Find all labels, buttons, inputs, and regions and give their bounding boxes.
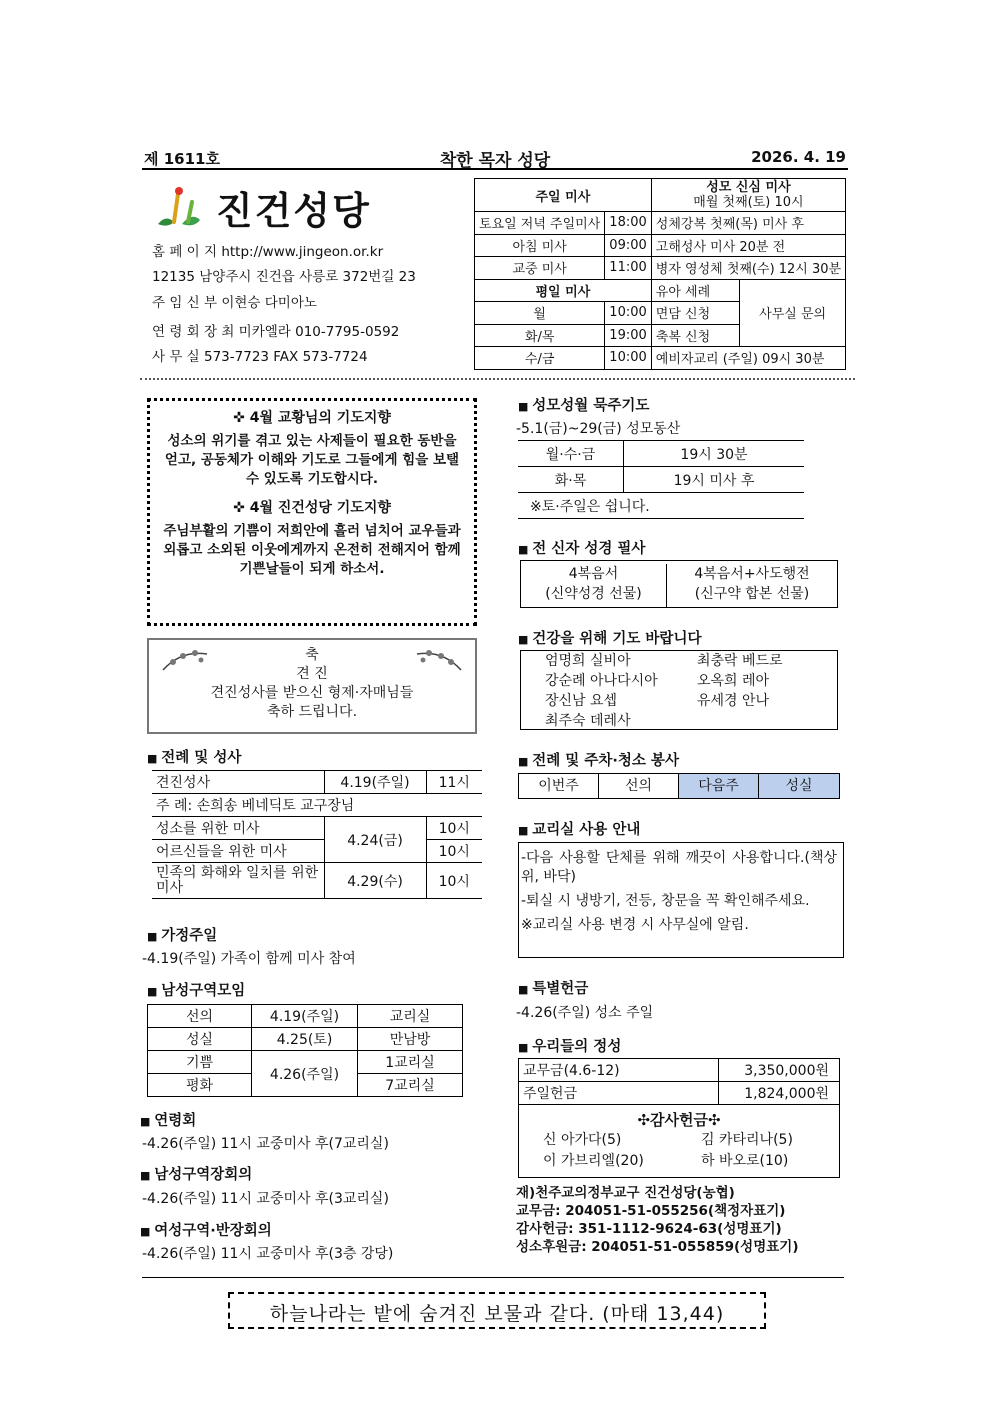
mass-schedule-table bbox=[474, 178, 846, 370]
bible-option-name: 4복음서 bbox=[568, 566, 619, 582]
offering-amount: 3,350,000원 bbox=[719, 1059, 840, 1082]
elders-mass: 어르신들을 위한 미사 bbox=[152, 840, 324, 863]
marian-title: 성모 신심 미사 bbox=[706, 180, 791, 195]
this-week-group: 선의 bbox=[599, 774, 679, 798]
women-leaders-text: -4.26(주일) 11시 교중미사 후(3층 강당) bbox=[142, 1246, 394, 1262]
district-name: 평화 bbox=[148, 1074, 252, 1097]
reconciliation-mass-date: 4.29(수) bbox=[324, 863, 426, 899]
elders-mass-time: 10시 bbox=[426, 840, 482, 863]
list-item: 최충락 베드로 bbox=[697, 653, 783, 669]
rosary-time: 19시 30분 bbox=[680, 446, 748, 463]
homepage-line: 홈 페 이 지 http://www.jingeon.or.kr bbox=[152, 244, 384, 260]
bank-account: 교무금: 204051-51-055256(책정자표기) bbox=[516, 1203, 786, 1219]
next-week-label: 다음주 bbox=[679, 774, 759, 798]
eucharist-blessing: 성체강복 첫째(목) 미사 후 bbox=[651, 212, 845, 235]
confirmation-word: 견 진 bbox=[296, 666, 328, 682]
congrats-word: 축 bbox=[305, 647, 319, 663]
family-sunday-text: -4.19(주일) 가족이 함께 미사 참여 bbox=[142, 951, 356, 967]
special-offering-title: ■ 특별헌금 bbox=[518, 977, 588, 998]
prayer-intentions-box bbox=[147, 398, 477, 626]
rosary-note: ※토·주일은 쉽니다. bbox=[518, 493, 804, 519]
address-line: 12135 남양주시 진건읍 사릉로 372번길 23 bbox=[152, 269, 416, 285]
pastor-line: 주 임 신 부 이현승 다미아노 bbox=[152, 295, 317, 311]
parish-title: 진건성당 bbox=[216, 189, 371, 233]
parish-logo bbox=[152, 182, 402, 232]
marian-mass bbox=[651, 179, 845, 212]
men-leaders-text: -4.26(주일) 11시 교중미사 후(3교리실) bbox=[142, 1191, 389, 1207]
meeting-place: 1교리실 bbox=[358, 1051, 463, 1074]
tue-thu-mass: 화/목 bbox=[475, 324, 605, 347]
offering-title: ■ 우리들의 정성 bbox=[518, 1035, 621, 1056]
bulletin-header bbox=[142, 146, 848, 170]
classroom-notice bbox=[518, 842, 844, 958]
list-item: 유세경 안나 bbox=[697, 693, 770, 709]
pope-intention-title: ✜ 4월 교황님의 기도지향 bbox=[233, 410, 391, 426]
table-row bbox=[519, 1059, 840, 1082]
section-divider bbox=[140, 378, 855, 380]
floral-ornament-icon bbox=[415, 646, 463, 674]
congrats-line: 견진성사를 받으신 형제·자매님들 bbox=[210, 685, 414, 701]
saturday-mass-time: 18:00 bbox=[605, 212, 651, 235]
vocation-mass: 성소를 위한 미사 bbox=[152, 817, 324, 840]
main-mass: 교중 미사 bbox=[475, 257, 605, 280]
women-leaders-title: ■ 여성구역·반장회의 bbox=[140, 1219, 272, 1240]
blessing-request: 축복 신청 bbox=[651, 324, 739, 347]
bible-option-gift: (신구약 합본 선물) bbox=[694, 586, 810, 602]
table-row bbox=[519, 1082, 840, 1105]
table-row bbox=[518, 467, 804, 493]
confirmation-rite: 견진성사 bbox=[152, 771, 324, 794]
confession: 고해성사 미사 20분 전 bbox=[651, 234, 845, 257]
celebrant: 주 례: 손희송 베네딕토 교구장님 bbox=[152, 794, 482, 817]
parish-intention-title: ✜ 4월 진건성당 기도지향 bbox=[233, 500, 391, 516]
list-item: 장신남 요셉 bbox=[545, 693, 618, 709]
rosary-time: 19시 미사 후 bbox=[673, 472, 755, 489]
monday-mass-time: 10:00 bbox=[605, 302, 651, 325]
monday-mass: 월 bbox=[475, 302, 605, 325]
confirmation-time: 11시 bbox=[426, 771, 482, 794]
rosary-period: -5.1(금)~29(금) 성모동산 bbox=[516, 421, 681, 437]
confirmation-date: 4.19(주일) bbox=[324, 771, 426, 794]
bible-options bbox=[520, 560, 838, 608]
rosary-table bbox=[518, 440, 804, 519]
list-item: 엄명희 실비아 bbox=[545, 653, 631, 669]
list-item: 하 바오로(10) bbox=[701, 1153, 789, 1169]
issue-number: 제 1611호 bbox=[144, 150, 220, 168]
vocation-mass-date: 4.24(금) bbox=[324, 817, 426, 863]
bible-option-name: 4복음서+사도행전 bbox=[694, 566, 810, 582]
parish-name: 착한 목자 성당 bbox=[439, 151, 551, 171]
meeting-date: 4.19(주일) bbox=[252, 1005, 358, 1028]
table-row bbox=[148, 1005, 463, 1028]
offering-label: 주일헌금 bbox=[519, 1082, 719, 1105]
offering-amount: 1,824,000원 bbox=[719, 1082, 840, 1105]
men-district-table bbox=[147, 1004, 463, 1097]
health-prayer-title: ■ 건강을 위해 기도 바랍니다 bbox=[518, 627, 701, 648]
wed-fri-mass: 수/금 bbox=[475, 347, 605, 370]
list-item: 강순례 아나다시아 bbox=[545, 673, 658, 689]
list-item bbox=[697, 711, 837, 731]
office-inquiry: 사무실 문의 bbox=[740, 279, 846, 347]
bank-account: 감사헌금: 351-1112-9624-63(성명표기) bbox=[516, 1221, 782, 1237]
table-row bbox=[518, 441, 804, 467]
rosary-title: ■ 성모성월 묵주기도 bbox=[518, 394, 649, 415]
wed-fri-mass-time: 10:00 bbox=[605, 347, 651, 370]
bible-title: ■ 전 신자 성경 필사 bbox=[518, 537, 645, 558]
interview-request: 면담 신청 bbox=[651, 302, 739, 325]
council-title: ■ 연령회 bbox=[140, 1109, 196, 1130]
table-row bbox=[148, 1051, 463, 1074]
vocation-mass-time: 10시 bbox=[426, 817, 482, 840]
health-prayer-list bbox=[520, 650, 838, 730]
meeting-place: 만남방 bbox=[358, 1028, 463, 1051]
classroom-rule: -다음 사용할 단체를 위해 깨끗이 사용합니다.(책상 위, 바닥) bbox=[521, 850, 837, 885]
marian-schedule: 매월 첫째(토) 10시 bbox=[693, 195, 804, 210]
district-name: 기쁨 bbox=[148, 1051, 252, 1074]
morning-mass-time: 09:00 bbox=[605, 234, 651, 257]
list-item: 김 카타리나(5) bbox=[701, 1132, 793, 1148]
men-district-title: ■ 남성구역모임 bbox=[147, 979, 245, 1000]
sunday-mass-title: 주일 미사 bbox=[475, 179, 652, 212]
family-sunday-title: ■ 가정주일 bbox=[147, 924, 217, 945]
congratulations-box bbox=[147, 638, 477, 734]
district-name: 선의 bbox=[148, 1005, 252, 1028]
classroom-title: ■ 교리실 사용 안내 bbox=[518, 818, 640, 839]
council-line: 연 령 회 장 최 미카엘라 010-7795-0592 bbox=[152, 324, 400, 340]
list-item: 신 아가다(5) bbox=[543, 1132, 622, 1148]
morning-mass: 아침 미사 bbox=[475, 234, 605, 257]
classroom-note: ※교리실 사용 변경 시 사무실에 알림. bbox=[521, 917, 749, 933]
liturgy-table bbox=[152, 770, 482, 899]
infant-baptism: 유아 세례 bbox=[651, 279, 739, 302]
thanks-offering-box bbox=[518, 1104, 840, 1178]
bulletin-date: 2026. 4. 19 bbox=[751, 148, 846, 166]
pope-intention-text: 성소의 위기를 겪고 있는 사제들이 필요한 동반을 얻고, 공동체가 이해와 기도로 그들에게 힘을 보탤 수 있도록 기도합시다. bbox=[164, 433, 460, 487]
meeting-date: 4.25(토) bbox=[252, 1028, 358, 1051]
reconciliation-mass-time: 10시 bbox=[426, 863, 482, 899]
table-row bbox=[148, 1028, 463, 1051]
sick-communion: 병자 영성체 첫째(수) 12시 30분 bbox=[651, 257, 845, 280]
bible-option bbox=[667, 564, 837, 607]
list-item: 이 가브리엘(20) bbox=[543, 1153, 644, 1169]
bible-option bbox=[521, 564, 667, 607]
bible-motto: 하늘나라는 밭에 숨겨진 보물과 같다. (마태 13,44) bbox=[228, 1292, 766, 1329]
next-week-group: 성실 bbox=[759, 774, 839, 798]
footer-rule bbox=[142, 1277, 844, 1278]
meeting-place: 7교리실 bbox=[358, 1074, 463, 1097]
service-title: ■ 전례 및 주차·청소 봉사 bbox=[518, 749, 679, 770]
district-name: 성실 bbox=[148, 1028, 252, 1051]
reconciliation-mass: 민족의 화해와 일치를 위한 미사 bbox=[152, 863, 324, 899]
thanks-offering-list bbox=[519, 1130, 839, 1172]
liturgy-title: ■ 전례 및 성사 bbox=[147, 746, 241, 767]
meeting-place: 교리실 bbox=[358, 1005, 463, 1028]
classroom-rule: -퇴실 시 냉방기, 전등, 창문을 꼭 확인해주세요. bbox=[521, 893, 810, 909]
meeting-date: 4.26(주일) bbox=[252, 1051, 358, 1097]
bank-account: 성소후원금: 204051-51-055859(성명표기) bbox=[516, 1239, 799, 1255]
saturday-mass: 토요일 저녁 주일미사 bbox=[475, 212, 605, 235]
this-week-label: 이번주 bbox=[519, 774, 599, 798]
rosary-days: 화·목 bbox=[518, 467, 624, 492]
thanks-offering-title: ✣감사헌금✣ bbox=[637, 1111, 721, 1129]
men-leaders-title: ■ 남성구역장회의 bbox=[140, 1163, 252, 1184]
rosary-days: 월·수·금 bbox=[518, 441, 624, 466]
congrats-line: 축하 드립니다. bbox=[266, 704, 358, 720]
offering-label: 교무금(4.6-12) bbox=[519, 1059, 719, 1082]
logo-mark-icon bbox=[152, 184, 210, 230]
tue-thu-mass-time: 19:00 bbox=[605, 324, 651, 347]
office-line: 사 무 실 573-7723 FAX 573-7724 bbox=[152, 349, 368, 365]
bank-info bbox=[516, 1184, 799, 1256]
main-mass-time: 11:00 bbox=[605, 257, 651, 280]
weekday-mass-title: 평일 미사 bbox=[475, 279, 652, 302]
bank-title: 재)천주교의정부교구 진건성당(농협) bbox=[516, 1185, 735, 1201]
special-offering-text: -4.26(주일) 성소 주일 bbox=[516, 1005, 654, 1021]
offering-table bbox=[518, 1058, 840, 1105]
service-rota bbox=[518, 773, 840, 799]
list-item: 오옥희 레아 bbox=[697, 673, 770, 689]
parish-intention-text: 주님부활의 기쁨이 저희안에 흘러 넘치어 교우들과 외롭고 소외된 이웃에게까지 온전히 전해지어 함께 기쁜날들이 되게 하소서. bbox=[163, 523, 461, 577]
list-item: 최주숙 데레사 bbox=[545, 713, 631, 729]
council-text: -4.26(주일) 11시 교중미사 후(7교리실) bbox=[142, 1136, 389, 1152]
catechumen-class: 예비자교리 (주일) 09시 30분 bbox=[651, 347, 845, 370]
bible-option-gift: (신약성경 선물) bbox=[545, 586, 642, 602]
floral-ornament-icon bbox=[161, 646, 209, 674]
